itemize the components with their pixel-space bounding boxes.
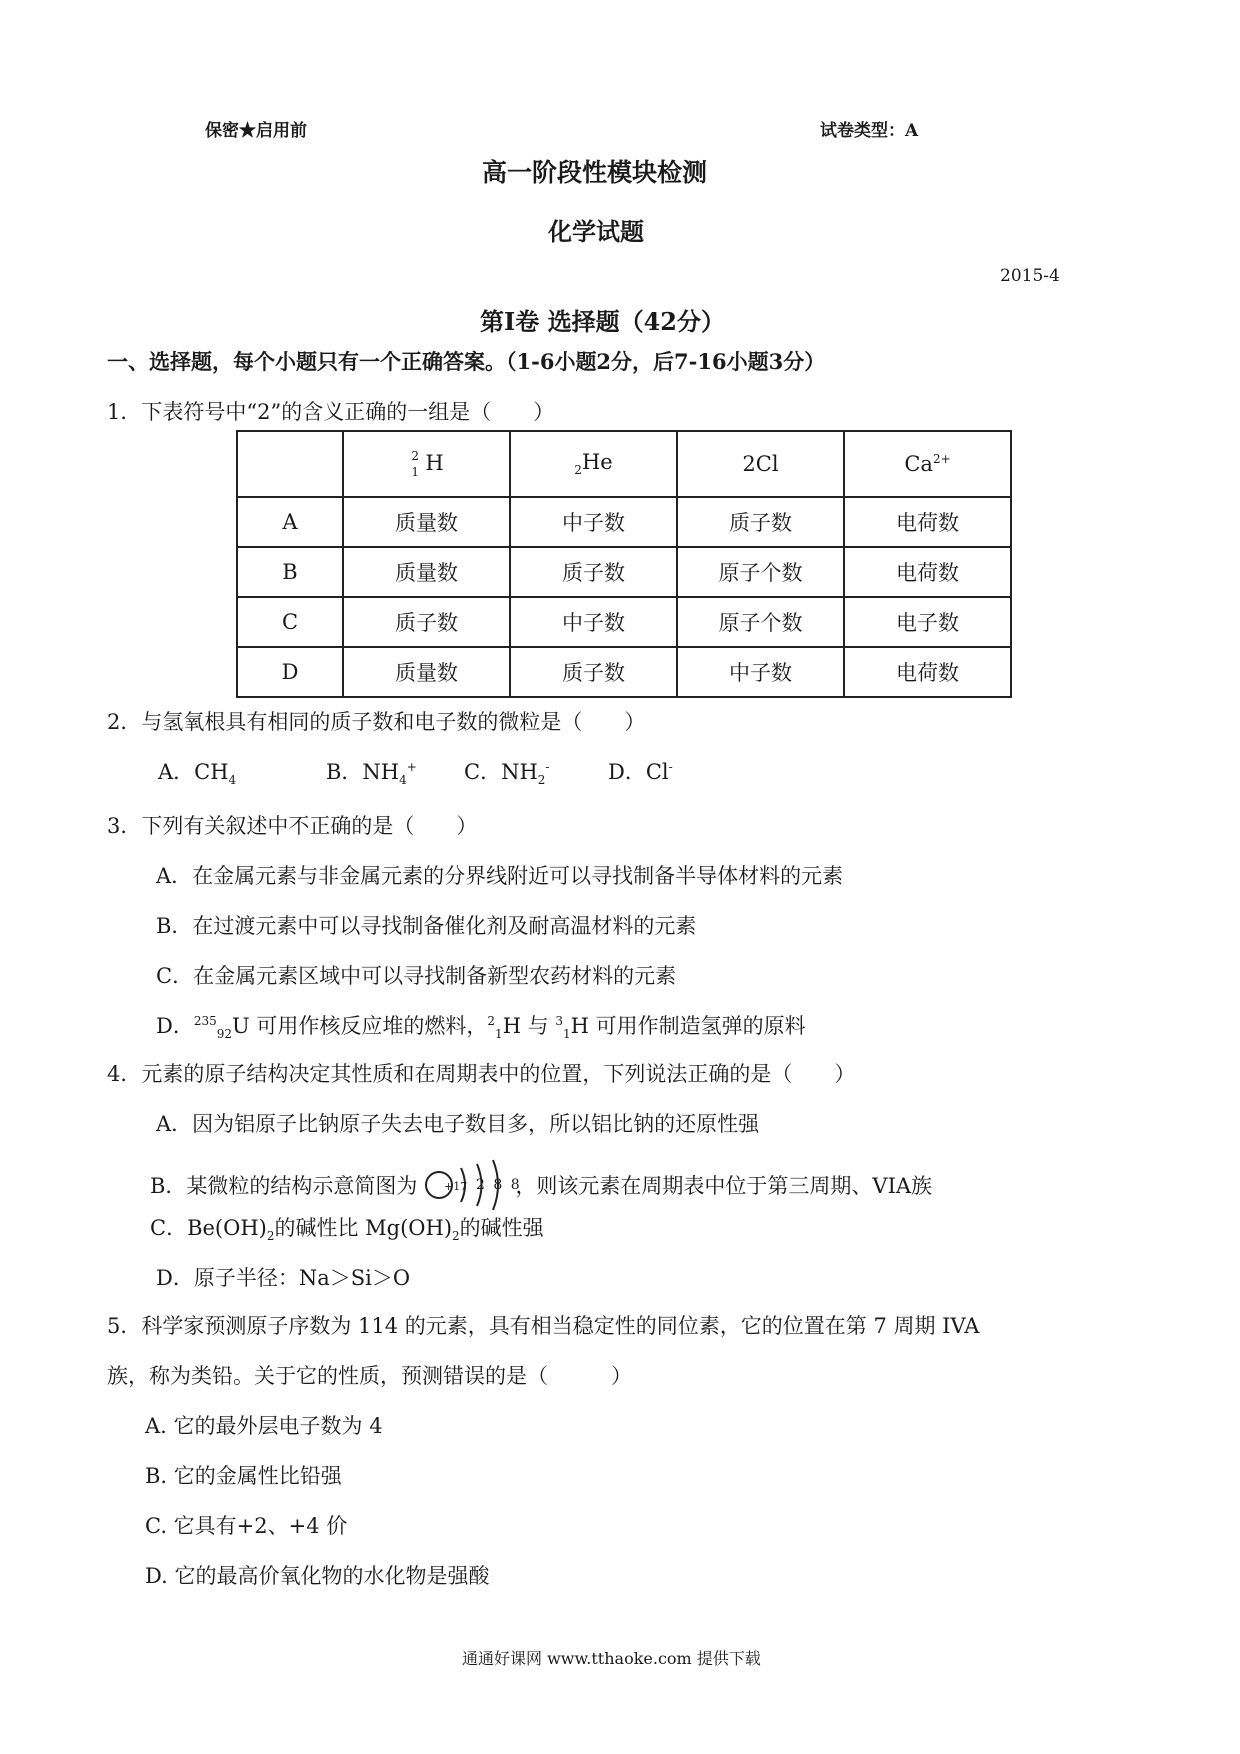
table-cell: 中子数 [510,497,677,547]
table-row [237,597,1011,647]
exam-date: 2015-4 [1000,266,1060,286]
table-cell: 原子个数 [677,547,844,597]
q3-option-c: C．在金属元素区域中可以寻找制备新型农药材料的元素 [156,964,677,988]
page-subtitle: 化学试题 [548,217,644,246]
table-header-ca: $Ca^{2+}$ [844,431,1011,497]
table-cell: 质量数 [343,647,510,697]
table-cell: 质量数 [343,547,510,597]
table-cell: 电荷数 [844,647,1011,697]
table-row [237,431,1011,497]
table-cell: 质子数 [510,547,677,597]
footer-source: 通通好课网 www.tthaoke.com 提供下载 [462,1649,761,1668]
table-cell: B [237,547,343,597]
q5-option-a: A. 它的最外层电子数为 4 [145,1414,383,1438]
paper-type-label: 试卷类型：A [820,121,919,141]
q3-option-b: B．在过渡元素中可以寻找制备催化剂及耐高温材料的元素 [156,914,697,938]
q2-option-d: D．Cl- [608,760,673,784]
table-cell [237,431,343,497]
table-cell: 质量数 [343,497,510,547]
q5-option-d: D. 它的最高价氧化物的水化物是强酸 [145,1564,490,1588]
table-header-h: 2 1 H [343,431,510,497]
table-header-cl: 2Cl [677,431,844,497]
q2-stem: 2．与氢氧根具有相同的质子数和电子数的微粒是（ ） [107,710,646,734]
q4-option-a: A．因为铝原子比钠原子失去电子数目多，所以铝比钠的还原性强 [156,1112,760,1136]
q4-stem: 4．元素的原子结构决定其性质和在周期表中的位置，下列说法正确的是（ ） [107,1062,856,1086]
q2-option-c: C．$NH_2^-$ [464,760,550,788]
q1-table [236,430,1012,698]
table-row [237,497,1011,547]
table-cell: 质子数 [343,597,510,647]
table-row [237,647,1011,697]
atom-nucleus-label: +17 [444,1180,468,1193]
q2-option-a: A．$CH_4$ [158,760,237,788]
page-title: 高一阶段性模块检测 [482,158,708,187]
q5-option-b: B. 它的金属性比铅强 [145,1464,342,1488]
table-cell: 质子数 [510,647,677,697]
confidential-label: 保密★启用前 [205,121,307,141]
q1-stem: 1．下表符号中“2”的含义正确的一组是（ ） [107,400,555,424]
table-header-he: $_2$He [510,431,677,497]
section-title: 第Ⅰ卷 选择题（42分） [480,307,725,336]
instruction: 一、选择题，每个小题只有一个正确答案。（1-6小题2分，后7-16小题3分） [107,349,826,374]
q3-stem: 3．下列有关叙述中不正确的是（ ） [107,814,478,838]
q4-option-d: D．原子半径：Na＞Si＞O [156,1266,411,1290]
q5-stem-line2: 族，称为类铅。关于它的性质，预测错误的是（ ） [107,1364,632,1388]
atom-shells-label: 2 8 8 [476,1177,522,1193]
table-cell: A [237,497,343,547]
q4-option-b: B．某微粒的结构示意简图为 ，则该元素在周期表中位于第三周期、VIA族 [150,1158,932,1212]
table-cell: 中子数 [510,597,677,647]
table-row [237,547,1011,597]
table-cell: 电子数 [844,597,1011,647]
table-cell: 质子数 [677,497,844,547]
q2-option-b: B．$NH_4^+$ [326,760,417,788]
q5-option-c: C. 它具有+2、+4 价 [145,1514,348,1538]
table-cell: 电荷数 [844,497,1011,547]
q3-option-d: D．$^{235}_{92}$U 可用作核反应堆的燃料，$^2_1$H 与 $^3_1$H 可用作制造氢弹的原料 [156,1014,806,1042]
table-cell: D [237,647,343,697]
table-cell: 原子个数 [677,597,844,647]
table-cell: C [237,597,343,647]
table-cell: 电荷数 [844,547,1011,597]
q4-option-c: C．$Be(OH)_2$的碱性比 $Mg(OH)_2$的碱性强 [150,1216,544,1244]
q5-stem-line1: 5．科学家预测原子序数为 114 的元素，具有相当稳定性的同位素，它的位置在第 7 周期 IVA [107,1314,980,1338]
table-cell: 中子数 [677,647,844,697]
q3-option-a: A．在金属元素与非金属元素的分界线附近可以寻找制备半导体材料的元素 [156,864,844,888]
